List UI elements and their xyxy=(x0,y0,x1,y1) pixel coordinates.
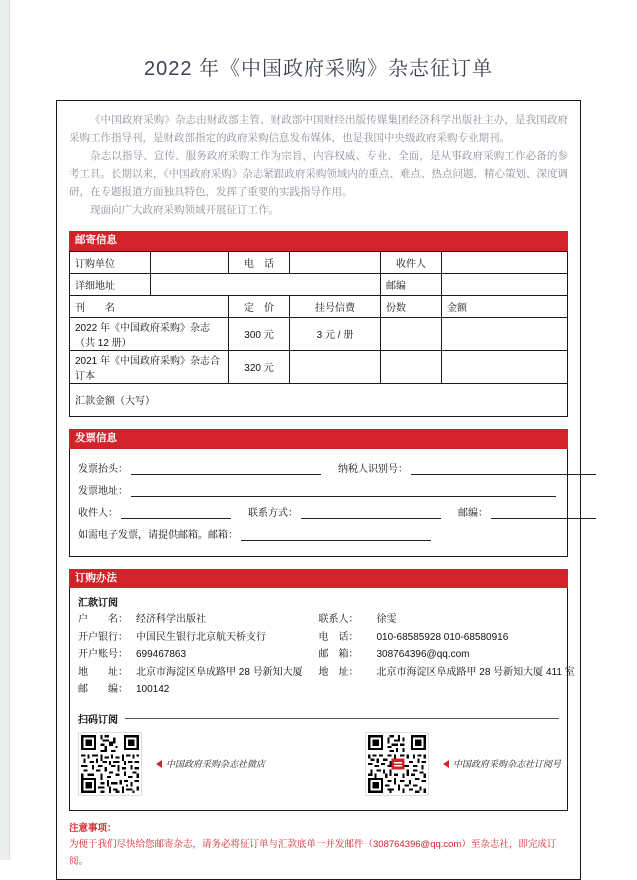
scan-subscribe-label: 扫码订阅 xyxy=(78,714,118,726)
bank-contact-columns xyxy=(78,613,575,701)
qr-unit-subscription-account xyxy=(365,732,561,796)
order-unit-label: 订购单位 xyxy=(70,251,151,273)
table-row xyxy=(70,273,568,295)
item-price-0: 300 元 xyxy=(229,317,290,350)
taxid-input[interactable] xyxy=(411,465,596,475)
taxid-label: 纳税人识别号： xyxy=(338,463,408,475)
account-name-key: 户 名： xyxy=(78,614,128,626)
qr-code-group xyxy=(78,732,562,802)
remittance-subtitle: 汇款订阅 xyxy=(78,598,118,610)
account-name-value: 经济科学出版社 xyxy=(136,614,206,626)
invoice-recipient-row xyxy=(78,504,559,519)
column-header-price: 定 价 xyxy=(229,295,290,317)
recipient-input[interactable] xyxy=(442,251,568,273)
intro-paragraph-2: 杂志以指导、宣传、服务政府采购工作为宗旨，内容权威、专业、全面，是从事政府采购工作必备的参考工具。长期以来，《中国政府采购》杂志紧跟政府采购领域内的重点、难点、热点问题，精心策划、深度调研，在专题报道方面独具特色，发挥了重要的实践指导作用。 xyxy=(69,150,568,199)
item-quantity-input-1[interactable] xyxy=(381,350,442,383)
invoice-contact-label: 联系方式： xyxy=(248,507,298,519)
bank-postcode-value: 100142 xyxy=(136,684,170,696)
invoice-contact-input[interactable] xyxy=(301,509,441,519)
phone-label: 电 话 xyxy=(229,251,290,273)
invoice-email-row xyxy=(78,526,559,541)
list-item xyxy=(78,631,319,646)
order-unit-input[interactable] xyxy=(151,251,229,273)
invoice-postcode-label: 邮编： xyxy=(458,507,488,519)
intro-paragraph-3: 现面向广大政府采购领域开展征订工作。 xyxy=(90,204,279,217)
item-postage-0: 3 元 / 册 xyxy=(290,317,381,350)
contact-person-key: 联系人： xyxy=(318,614,359,626)
phone-input[interactable] xyxy=(290,251,381,273)
item-name-1: 2021 年《中国政府采购》杂志合订本 xyxy=(70,350,229,383)
list-item xyxy=(319,666,575,681)
list-item xyxy=(78,648,319,663)
bank-address-key: 地 址： xyxy=(78,666,128,678)
qr-unit-wechat-store xyxy=(78,732,265,796)
list-item xyxy=(319,648,575,663)
bank-name-value: 中国民生银行北京航天桥支行 xyxy=(136,631,266,643)
table-row xyxy=(70,383,568,416)
intro-paragraph-1: 《中国政府采购》杂志由财政部主管、财政部中国财经出版传媒集团经济科学出版社主办，是我国政府采购工作指导刊，是财政部指定的政府采购信息发布媒体，也是我国中央级政府采购专业期刊。 xyxy=(69,114,568,145)
postcode-input[interactable] xyxy=(442,273,568,295)
invoice-info-header: 发票信息 xyxy=(69,429,568,449)
contact-email-value[interactable]: 308764396@qq.com xyxy=(376,649,470,661)
invoice-address-label: 发票地址： xyxy=(78,485,128,497)
order-method-header: 订购办法 xyxy=(69,569,568,589)
order-method-section xyxy=(69,569,575,811)
total-amount-label[interactable]: 汇款金额（大写） xyxy=(70,383,568,416)
bank-postcode-key: 邮 编： xyxy=(78,684,128,696)
list-item xyxy=(78,666,319,681)
item-price-1: 320 元 xyxy=(229,350,290,383)
bank-address-value: 北京市海淀区阜成路甲 28 号新知大厦 xyxy=(136,666,303,678)
item-name-0: 2022 年《中国政府采购》杂志（共 12 册） xyxy=(70,317,229,350)
invoice-email-label: 如需电子发票，请提供邮箱。邮箱： xyxy=(78,529,238,541)
introduction-text xyxy=(69,111,568,219)
notice-section xyxy=(69,821,568,871)
table-row xyxy=(70,350,568,383)
red-triangle-icon xyxy=(156,760,162,768)
contact-address-value: 北京市海淀区阜成路甲 28 号新知大厦 411 室 xyxy=(376,666,575,678)
invoice-address-row xyxy=(78,482,559,497)
contact-address-key: 地 址： xyxy=(318,666,359,678)
qr-caption-subscription-account xyxy=(443,757,561,770)
bank-name-key: 开户银行： xyxy=(78,631,128,643)
qr-caption-wechat-store xyxy=(156,757,265,770)
qr-code-icon[interactable] xyxy=(78,732,142,796)
qr-caption-text: 中国政府采购杂志社订阅号 xyxy=(453,759,562,770)
contact-phone-key: 电 话： xyxy=(318,631,359,643)
page-left-margin-strip xyxy=(0,0,10,860)
contact-phone-value: 010-68585928 010-68580916 xyxy=(376,631,509,643)
list-item xyxy=(78,613,319,628)
item-amount-input-1[interactable] xyxy=(442,350,568,383)
notice-title: 注意事项： xyxy=(69,822,117,834)
qr-code-icon xyxy=(366,733,428,795)
invoice-address-input[interactable] xyxy=(131,487,556,497)
contact-person-value: 徐雯 xyxy=(376,614,397,626)
item-amount-input-0[interactable] xyxy=(442,317,568,350)
item-postage-1 xyxy=(290,350,381,383)
table-row xyxy=(70,251,568,273)
invoice-title-row xyxy=(78,460,559,475)
table-row xyxy=(70,317,568,350)
column-header-amount: 金额 xyxy=(442,295,568,317)
account-number-key: 开户账号： xyxy=(78,649,128,661)
item-quantity-input-0[interactable] xyxy=(381,317,442,350)
invoice-recipient-label: 收件人： xyxy=(78,507,118,519)
mailing-info-section xyxy=(69,231,568,417)
address-input[interactable] xyxy=(151,273,381,295)
column-header-name: 刊 名 xyxy=(70,295,229,317)
invoice-postcode-input[interactable] xyxy=(491,509,596,519)
red-triangle-icon xyxy=(443,760,449,768)
list-item xyxy=(319,631,575,646)
postcode-label: 邮编 xyxy=(381,273,442,295)
invoice-info-section xyxy=(69,429,568,557)
recipient-label: 收件人 xyxy=(381,251,442,273)
invoice-email-input[interactable] xyxy=(241,531,431,541)
address-label: 详细地址 xyxy=(70,273,151,295)
subscription-form-sheet xyxy=(56,100,581,880)
column-header-quantity: 份数 xyxy=(381,295,442,317)
scan-divider xyxy=(125,718,559,719)
bank-details-column xyxy=(78,613,319,701)
list-item xyxy=(319,613,575,628)
order-method-body xyxy=(69,588,575,811)
list-item xyxy=(78,683,319,698)
invoice-title-input[interactable] xyxy=(131,465,321,475)
account-number-value: 699467863 xyxy=(136,649,187,661)
column-header-postage: 挂号信费 xyxy=(290,295,381,317)
qr-caption-text: 中国政府采购杂志社微店 xyxy=(166,759,266,770)
table-header-row xyxy=(70,295,568,317)
invoice-recipient-input[interactable] xyxy=(121,509,231,519)
scan-subscribe-header xyxy=(78,711,559,726)
contact-email-key: 邮 箱： xyxy=(318,649,359,661)
page-title: 2022 年《中国政府采购》杂志征订单 xyxy=(143,58,494,80)
mailing-info-table xyxy=(69,251,568,417)
mailing-info-header: 邮寄信息 xyxy=(69,231,568,251)
invoice-title-label: 发票抬头： xyxy=(78,463,128,475)
invoice-fields xyxy=(69,449,568,557)
qr-code-icon xyxy=(79,733,141,795)
notice-text: 为便于我们尽快给您邮寄杂志，请务必将征订单与汇款底单一并发邮件（308764396@qq.com）至杂志社，即完成订阅。 xyxy=(69,839,557,867)
qr-code-icon[interactable] xyxy=(365,732,429,796)
contact-details-column xyxy=(319,613,575,701)
